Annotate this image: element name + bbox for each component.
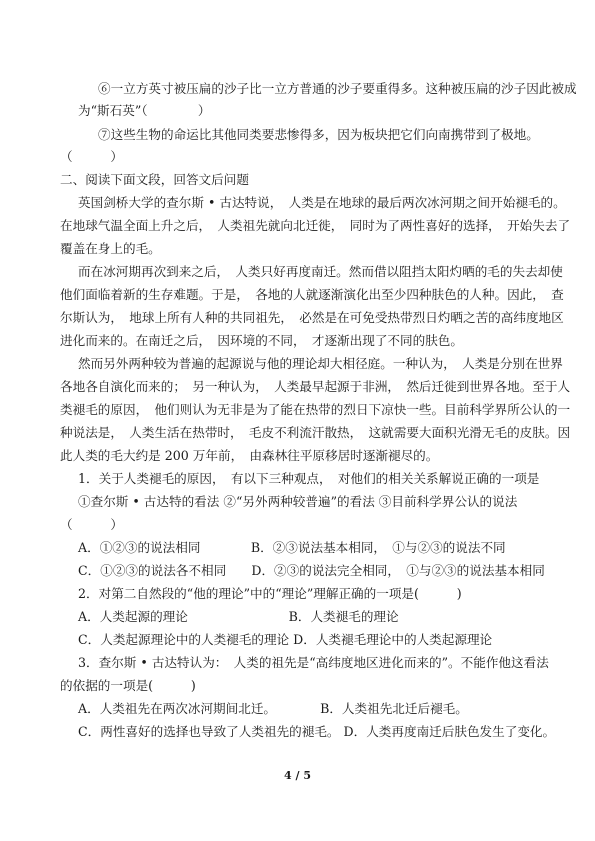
option-line: A．①②③的说法相同 B．②③说法基本相同， ①与②③的说法不同 bbox=[78, 540, 506, 555]
option-line: A．人类起源的理论 B．人类褪毛的理论 bbox=[78, 609, 399, 624]
paragraph-line: 类褪毛的原因， 他们则认为无非是为了能在热带的烈日下凉快一些。目前科学界所公认的一 bbox=[60, 402, 571, 417]
section-heading: 二、阅读下面文段，回答文后问题 bbox=[60, 172, 249, 187]
answer-blank: （ ） bbox=[60, 149, 123, 164]
text-line: ⑦这些生物的命运比其他同类要悲惨得多，因为板块把它们向南携带到了极地。 bbox=[98, 127, 539, 142]
text-line: 为“斯石英”（ ） bbox=[78, 103, 211, 118]
paragraph-line: 覆盖在身上的毛。 bbox=[60, 241, 161, 256]
question-3: 3．查尔斯 • 古达特认为： 人类的祖先是“高纬度地区进化而来的”。不能作他这看法 bbox=[78, 655, 549, 670]
option-line: C．两性喜好的选择也导致了人类祖先的褪毛。 D．人类再度南迁后肤色发生了变化。 bbox=[78, 724, 556, 739]
option-line: C．人类起源理论中的人类褪毛的理论 D．人类褪毛理论中的人类起源理论 bbox=[78, 632, 493, 647]
paragraph-line: 在地球气温全面上升之后， 人类祖先就向北迁徙， 同时为了两性喜好的选择， 开始失去了 bbox=[60, 218, 571, 233]
paragraph-line: 尔斯认为， 地球上所有人种的共同祖先， 必然是在可免受热带烈日灼晒之苦的高纬度地区 bbox=[60, 310, 564, 325]
option-line: C．①②③的说法各不相同 D．②③的说法完全相同， ①与②③的说法基本相同 bbox=[78, 563, 545, 578]
paragraph-line: 进化而来的。在南迁之后， 因环境的不同， 才逐渐出现了不同的肤色。 bbox=[60, 333, 463, 348]
paragraph-line: 然而另外两种较为普遍的起源说与他的理论却大相径庭。一种认为， 人类是分别在世界 bbox=[78, 356, 563, 371]
text-line: ⑥一立方英寸被压扁的沙子比一立方普通的沙子要重得多。这种被压扁的沙子因此被成 bbox=[98, 81, 577, 96]
question-1: 1．关于人类褪毛的原因， 有以下三种观点， 对他们的相关关系解说正确的一项是 bbox=[78, 471, 540, 486]
paragraph-line: 英国剑桥大学的查尔斯 • 古达特说， 人类是在地球的最后两次冰河期之间开始褪毛的。 bbox=[78, 195, 566, 210]
question-3-cont: 的依据的一项是( ) bbox=[60, 678, 196, 693]
paragraph-line: 种说法是， 人类生活在热带时， 毛皮不利流汗散热， 这就需要大面积光滑无毛的皮肤。因 bbox=[60, 425, 571, 440]
paragraph-line: 而在冰河期再次到来之后， 人类只好再度南迁。然而借以阻挡太阳灼晒的毛的失去却使 bbox=[78, 264, 563, 279]
page-number: 4 / 5 bbox=[284, 769, 311, 782]
paragraph-line: 他们面临着新的生存难题。于是， 各地的人就逐渐演化出至少四种肤色的人种。因此， 查 bbox=[60, 287, 564, 302]
answer-blank: （ ） bbox=[60, 517, 123, 532]
question-1-items: ①查尔斯 • 古达特的看法 ②“另外两种较普遍”的看法 ③目前科学界公认的说法 bbox=[78, 494, 518, 509]
paragraph-line: 各地各自演化而来的； 另一种认为， 人类最早起源于非洲， 然后迁徙到世界各地。至于人 bbox=[60, 379, 571, 394]
question-2: 2．对第二自然段的“他的理论”中的“理论”理解正确的一项是( ) bbox=[78, 586, 462, 601]
option-line: A．人类祖先在两次冰河期间北迁。 B．人类祖先北迁后褪毛。 bbox=[78, 701, 468, 716]
paragraph-line: 此人类的毛大约是 200 万年前， 由森林往平原移居时逐渐褪尽的。 bbox=[60, 448, 439, 463]
